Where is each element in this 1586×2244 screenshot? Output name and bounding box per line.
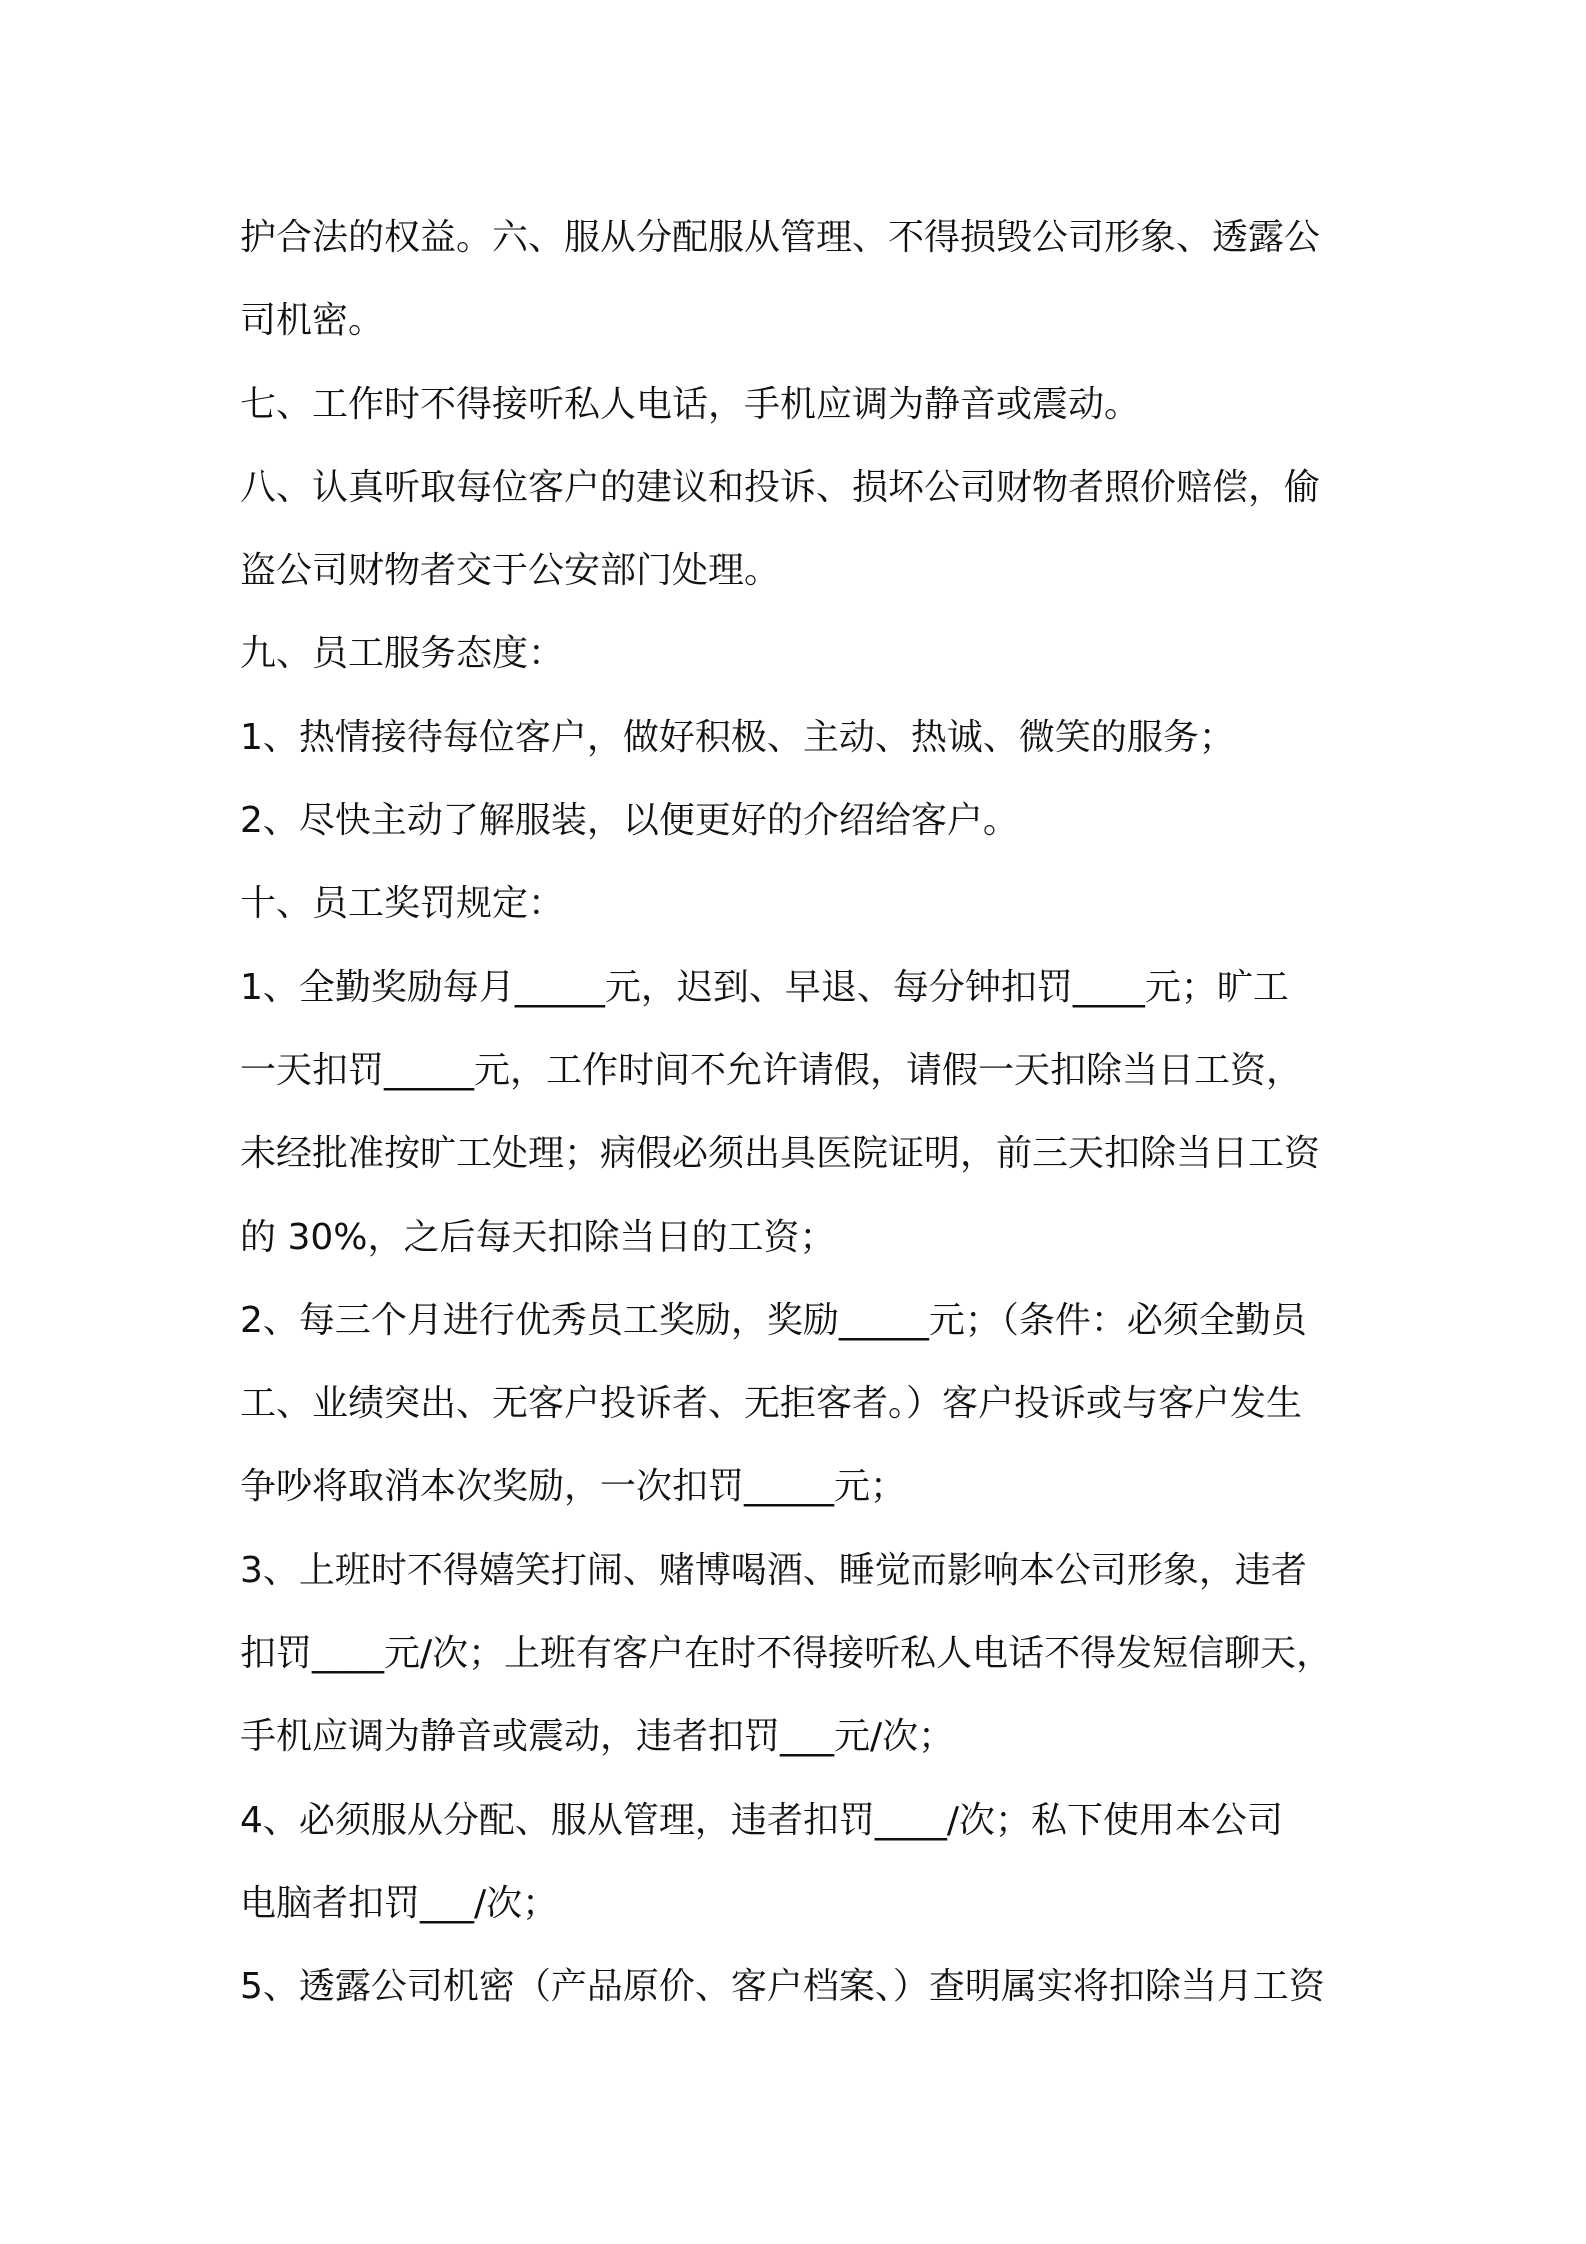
text-line-02: 司机密。 (240, 300, 385, 342)
text-line-03: 七、工作时不得接听私人电话，手机应调为静音或震动。 (240, 383, 1141, 425)
text-line-05: 盗公司财物者交于公安部门处理。 (240, 550, 781, 592)
text-line-22: 5、透露公司机密（产品原价、客户档案、）查明属实将扣除当月工资 (240, 1966, 1325, 2008)
text-line-09: 十、员工奖罚规定： (240, 883, 565, 925)
text-line-21: 电脑者扣罚___/次； (240, 1882, 559, 1924)
text-line-11: 一天扣罚_____元，工作时间不允许请假，请假一天扣除当日工资， (240, 1049, 1303, 1091)
text-line-08: 2、尽快主动了解服装，以便更好的介绍给客户。 (240, 800, 1019, 842)
text-line-04: 八、认真听取每位客户的建议和投诉、损坏公司财物者照价赔偿，偷 (240, 466, 1321, 508)
text-line-07: 1、热情接待每位客户，做好积极、主动、热诚、微笑的服务； (240, 716, 1235, 758)
document-body (240, 196, 1360, 2029)
text-line-01: 护合法的权益。六、服从分配服从管理、不得损毁公司形象、透露公 (240, 217, 1321, 258)
text-line-12: 未经批准按旷工处理；病假必须出具医院证明，前三天扣除当日工资 (240, 1133, 1321, 1175)
text-line-16: 争吵将取消本次奖励，一次扣罚_____元； (240, 1466, 907, 1508)
text-line-18: 扣罚____元/次；上班有客户在时不得接听私人电话不得发短信聊天， (240, 1633, 1333, 1675)
text-line-19: 手机应调为静音或震动，违者扣罚___元/次； (240, 1716, 955, 1758)
text-line-15: 工、业绩突出、无客户投诉者、无拒客者。）客户投诉或与客户发生 (240, 1383, 1303, 1425)
text-line-17: 3、上班时不得嬉笑打闹、赌博喝酒、睡觉而影响本公司形象，违者 (240, 1549, 1307, 1591)
text-line-10: 1、全勤奖励每月_____元，迟到、早退、每分钟扣罚____元；旷工 (240, 966, 1289, 1008)
text-line-14: 2、每三个月进行优秀员工奖励，奖励_____元；（条件：必须全勤员 (240, 1299, 1307, 1341)
text-line-20: 4、必须服从分配、服从管理，违者扣罚____/次；私下使用本公司 (240, 1799, 1284, 1841)
text-line-13: 的 30%，之后每天扣除当日的工资； (240, 1216, 836, 1258)
text-line-06: 九、员工服务态度： (240, 633, 565, 675)
